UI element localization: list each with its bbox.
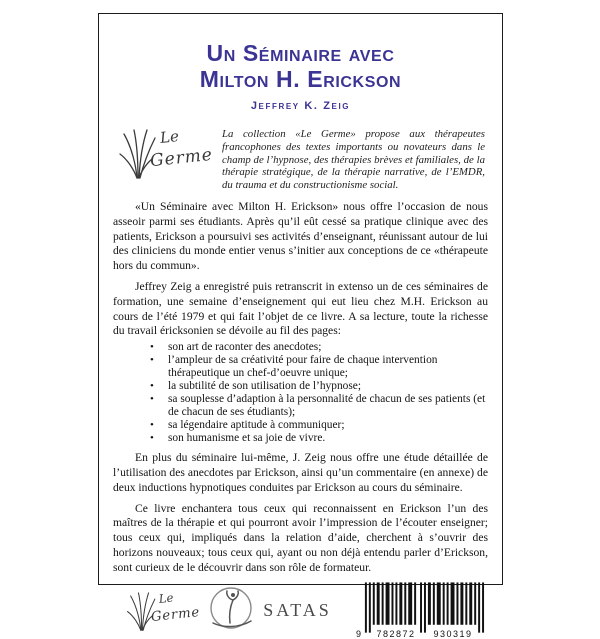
- germe-logo-word1: Le: [158, 590, 175, 607]
- germe-logo-word2: Germe: [149, 144, 214, 172]
- bullet-list: [112, 341, 489, 445]
- le-germe-logo: [118, 126, 214, 182]
- germe-logo-word2: Germe: [150, 604, 201, 626]
- footer-row: [112, 582, 489, 639]
- bullet-item: • la subtilité de son utilisation de l’hypnose;: [148, 380, 489, 393]
- satas-logo: [207, 585, 332, 635]
- bullet-item: • son humanisme et sa joie de vivre.: [148, 432, 489, 445]
- book-title-line2: Milton H. Erickson: [199, 66, 402, 92]
- bullet-item: • son art de raconter des anecdotes;: [148, 341, 489, 354]
- isbn-barcode: [355, 582, 487, 639]
- bullet-item: • sa souplesse d’adaption à la personnalité de chacun de ses patients (et de chacun de ses étudiants);: [148, 393, 489, 419]
- bullet-item: • l’ampleur de sa créativité pour faire de chaque intervention thérapeutique un chef-d’oeuvre unique;: [148, 354, 489, 380]
- collection-block: [118, 126, 485, 192]
- isbn-group1: 782872: [372, 629, 420, 639]
- back-cover: [98, 13, 503, 639]
- book-title: [112, 40, 489, 92]
- satas-sprout-icon: [207, 585, 255, 635]
- le-germe-logo-footer: [126, 590, 201, 631]
- isbn-number: [355, 627, 487, 639]
- isbn-group2: 930319: [428, 629, 478, 639]
- isbn-prefix: 9: [355, 628, 361, 639]
- body-paragraph-4: Ce livre enchantera tous ceux qui reconnaissent en Erickson l’un des maîtres de la thérapie et qui pourront avoir l’impression de l’écouter enseigner; tous ceux qui, impliqués dans la relation d’aide, cherchent à s’ouvrir des horizons nouveaux; tous ceux qui, ayant ou non déjà entendu parler d’Erickson, sont curieux de le découvrir dans son rôle de formateur.: [113, 501, 488, 574]
- germe-logo-word1: Le: [159, 127, 180, 147]
- body-paragraph-2: Jeffrey Zeig a enregistré puis retranscrit in extenso un de ces séminaires de formation, une semaine d’enseignement qui eut lieu chez M.H. Erickson au cours de l’été 1979 et qui fait l’objet de ce livre. A sa lecture, toute la richesse du travail éricksonien se dévoile au fil des pages:: [113, 279, 488, 338]
- body-paragraph-1: «Un Séminaire avec Milton H. Erickson» nous offre l’occasion de nous asseoir parmi ses étudiants. Après qu’il eût cessé sa pratique clinique avec des patients, Erickson a poursuivi ses activités d’enseignant, réunissant autour de lui des cliniciens du monde entier venus s’initier aux conceptions de ce «thérapeute hors du commun».: [113, 199, 488, 273]
- collection-description: La collection «Le Germe» propose aux thérapeutes francophones des textes importants ou novateurs dans le champ de l’hypnose, des thérapies brèves et familiales, de la thérapie stratégique, de la thérapie narrative, de l’EMDR, du trauma et du constructionisme social.: [222, 128, 485, 192]
- book-title-line1: Un Séminaire avec: [206, 40, 395, 66]
- bullet-item: • sa légendaire aptitude à communiquer;: [148, 419, 489, 432]
- author-name: Jeffrey K. Zeig: [250, 100, 351, 112]
- body-paragraph-3: En plus du séminaire lui-même, J. Zeig nous offre une étude détaillée de l’utilisation des anecdotes par Erickson, ainsi qu’un commentaire (en annexe) de deux inductions hypnotiques conduites par Erickson au cours du séminaire.: [113, 451, 488, 494]
- satas-label: SATAS: [263, 599, 332, 620]
